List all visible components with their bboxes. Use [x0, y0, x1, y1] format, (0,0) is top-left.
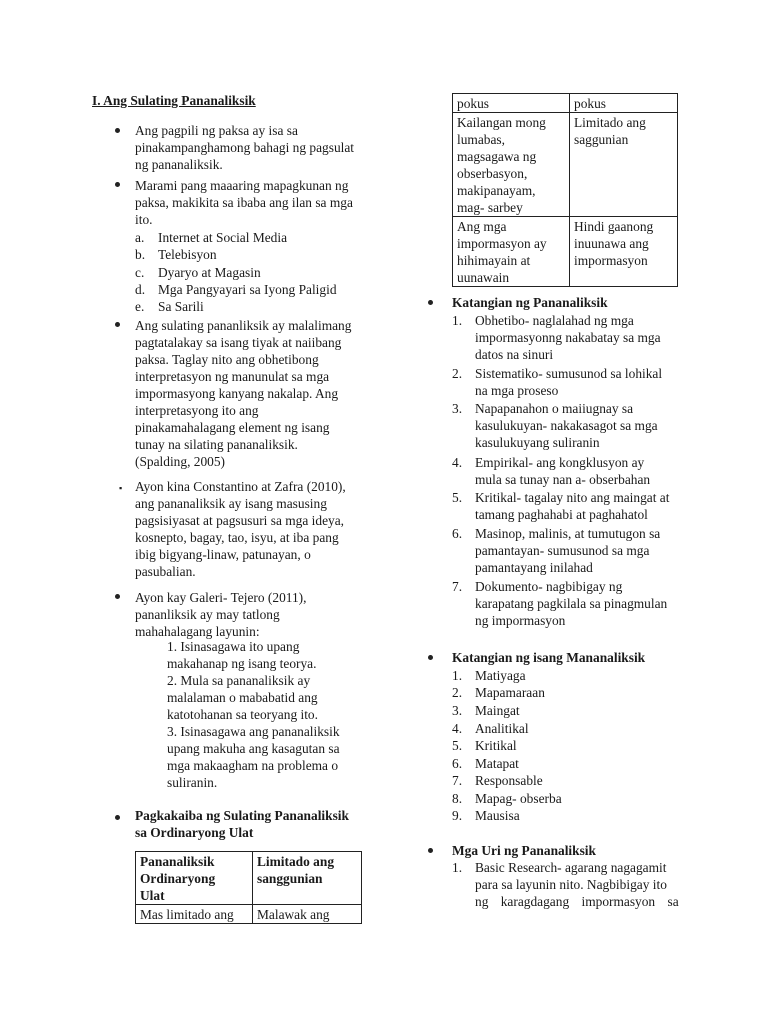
text-line: pananliksik ay may tatlong: [135, 607, 280, 622]
text-line: impormasyong kanyang nakalap. Ang: [135, 386, 339, 401]
text-line: para sa layunin nito. Nagbibigay ito: [475, 877, 667, 892]
table-cell: [453, 94, 570, 113]
text-line: datos na sinuri: [475, 347, 554, 362]
cell-line: impormasyon: [574, 253, 648, 268]
list-marker: a.: [135, 230, 145, 245]
list-item: [475, 525, 660, 576]
cell-line: obserbasyon,: [457, 166, 528, 181]
table-cell: [453, 217, 570, 287]
text-line: karapatang pagkilala sa pinagmulan: [475, 596, 668, 611]
text-line: mga makaagham na problema o: [167, 758, 339, 773]
cell-line: makipanayam,: [457, 183, 536, 198]
list-number: 1.: [452, 668, 463, 683]
table-header-cell: [253, 852, 362, 905]
cell-line: Pananaliksik: [140, 854, 215, 869]
text-line: pagtatalakay sa isang tiyak at naiibang: [135, 335, 342, 350]
list-item: [475, 454, 650, 488]
cell-line: Limitado ang: [257, 854, 335, 869]
text-line: malalaman o mababatid ang: [167, 690, 318, 705]
text-line: Napapanahon o maiiugnay sa: [475, 401, 634, 416]
list-item: [475, 365, 662, 399]
text-line: ibig bigyang-linaw, patunayan, o: [135, 547, 311, 562]
text-line: (Spalding, 2005): [135, 454, 226, 469]
text-line: tamang paghahabi at paghahatol: [475, 507, 648, 522]
text-line: impormasyonng nakabatay sa mga: [475, 330, 661, 345]
cell-line: lumabas,: [457, 132, 505, 147]
table-cell: [570, 113, 678, 217]
list-number: 4.: [452, 721, 463, 736]
text-line: Kritikal- tagalay nito ang maingat at: [475, 490, 670, 505]
table-row: [453, 94, 678, 113]
table-cell: [570, 94, 678, 113]
text-line: na mga proseso: [475, 383, 559, 398]
text-line: upang makuha ang kasagutan sa: [167, 741, 340, 756]
list-item-text: Telebisyon: [158, 247, 217, 262]
list-number: 8.: [452, 791, 463, 806]
bullet-dot: [115, 322, 120, 327]
text-line: pinakampanghamong bahagi ng pagsulat: [135, 140, 355, 155]
list-item: Responsable: [475, 773, 543, 788]
bullet-dot: [428, 848, 433, 853]
text-line: mahahalagang layunin:: [135, 624, 260, 639]
text-line: 1. Isinasagawa ito upang: [167, 639, 300, 654]
text-line: kasulukuyan- nakakasagot sa mga: [475, 418, 658, 433]
list-number: 5.: [452, 490, 463, 505]
text-line: tunay na silating pananaliksik.: [135, 437, 298, 452]
text-line: pamantayan- sumusunod sa mga: [475, 543, 650, 558]
list-number: 7.: [452, 579, 463, 594]
list-item: [135, 229, 144, 246]
cell-line: Ang mga: [457, 219, 507, 234]
text-line: Obhetibo- naglalahad ng mga: [475, 313, 634, 328]
list-marker: c.: [135, 265, 145, 280]
list-item-text: Dyaryo at Magasin: [158, 265, 261, 280]
cell-line: hihimayain at: [457, 253, 531, 268]
cell-line: magsagawa ng: [457, 149, 537, 164]
bullet-dot: [428, 300, 433, 305]
cell-line: sanggunian: [257, 871, 323, 886]
list-number: 5.: [452, 738, 463, 753]
list-number: 4.: [452, 455, 463, 470]
text-line: katotohanan sa teoryang ito.: [167, 707, 318, 722]
text-line: pamantayang inilahad: [475, 560, 593, 575]
text-line: kasulukuyang suliranin: [475, 435, 600, 450]
bullet-dot: [115, 182, 120, 187]
cell-line: saggunian: [574, 132, 629, 147]
list-item: Mapag- obserba: [475, 791, 562, 806]
list-item: [475, 489, 669, 523]
heading-line: sa Ordinaryong Ulat: [135, 825, 254, 840]
bullet-dot: [428, 655, 433, 660]
cell-line: inuunawa ang: [574, 236, 649, 251]
list-item-text: Internet at Social Media: [158, 230, 288, 245]
cell-line: Hindi gaanong: [574, 219, 654, 234]
table-header-cell: [136, 852, 253, 905]
list-item-text: Sa Sarili: [158, 299, 204, 314]
mananaliksik-heading: Katangian ng isang Mananaliksik: [452, 650, 646, 665]
table-row: [453, 217, 678, 287]
list-item: Matapat: [475, 756, 519, 771]
text-line: ng pananaliksik.: [135, 157, 223, 172]
text-line: paksa, makikita sa ibaba ang ilan sa mga: [135, 195, 353, 210]
text-line: Ang sulating pananliksik ay malalimang: [135, 318, 352, 333]
cell-line: Kailangan mong: [457, 115, 546, 130]
list-number: 1.: [452, 860, 463, 875]
text-line: suliranin.: [167, 775, 218, 790]
list-number: 6.: [452, 756, 463, 771]
cell-line: pokus: [574, 96, 606, 111]
heading-line: Pagkakaiba ng Sulating Pananaliksik: [135, 808, 349, 823]
bullet-dot: [115, 815, 120, 820]
cell-line: mag- sarbey: [457, 200, 523, 215]
text-line: Marami pang maaaring mapagkunan ng: [135, 178, 349, 193]
text-line: Sistematiko- sumusunod sa lohikal: [475, 366, 663, 381]
table-row: [453, 113, 678, 217]
list-item: Mapamaraan: [475, 685, 545, 700]
text-line: ito.: [135, 212, 153, 227]
small-bullet: ▪: [119, 483, 123, 493]
list-item: Mausisa: [475, 808, 520, 823]
list-marker: e.: [135, 299, 145, 314]
text-line: 3. Isinasagawa ang pananaliksik: [167, 724, 340, 739]
list-item: Kritikal: [475, 738, 517, 753]
text-line: ng impormasyon: [475, 613, 566, 628]
text-line: Empirikal- ang kongklusyon ay: [475, 455, 645, 470]
section-title: I. Ang Sulating Pananaliksik: [92, 93, 256, 108]
text-line: Ang pagpili ng paksa ay isa sa: [135, 123, 298, 138]
text-line: paksa. Taglay nito ang obhetibong: [135, 352, 319, 367]
list-item: [135, 298, 144, 315]
text-line: ng karagdagang impormasyon sa: [475, 894, 679, 909]
comparison-table-right: [452, 93, 678, 287]
cell-line: uunawain: [457, 270, 510, 285]
list-number: 9.: [452, 808, 463, 823]
cell-line: pokus: [457, 96, 489, 111]
list-item: [135, 264, 144, 281]
list-marker: b.: [135, 247, 146, 262]
text-line: Dokumento- nagbibigay ng: [475, 579, 623, 594]
cell-line: Limitado ang: [574, 115, 646, 130]
katangian-heading: Katangian ng Pananaliksik: [452, 295, 608, 310]
text-line: Ayon kay Galeri- Tejero (2011),: [135, 590, 307, 605]
comparison-table-left: [135, 851, 362, 924]
text-line: kosnepto, bagay, tao, isyu, at iba pang: [135, 530, 339, 545]
list-item: [475, 312, 661, 363]
list-item: Matiyaga: [475, 668, 526, 683]
table-cell: [570, 217, 678, 287]
text-line: interpretasyon ng manunulat sa mga: [135, 369, 330, 384]
list-item: [135, 246, 145, 263]
text-line: makahanap ng isang teorya.: [167, 656, 317, 671]
table-cell: Malawak ang: [253, 905, 362, 924]
table-cell: [453, 113, 570, 217]
list-item: Analitikal: [475, 721, 529, 736]
bullet-dot: [115, 594, 120, 599]
bullet-dot: [115, 128, 120, 133]
cell-line: Ulat: [140, 888, 165, 903]
list-item: [475, 859, 680, 910]
list-item: Maingat: [475, 703, 520, 718]
list-item: [475, 400, 658, 451]
list-number: 3.: [452, 401, 463, 416]
table-cell: Mas limitado ang: [136, 905, 253, 924]
text-line: Masinop, malinis, at tumutugon sa: [475, 526, 661, 541]
text-line: mula sa tunay nan a- obserbahan: [475, 472, 651, 487]
list-number: 3.: [452, 703, 463, 718]
text-line: interpretasyong ito ang: [135, 403, 259, 418]
text-line: pasubalian.: [135, 564, 196, 579]
text-line: 2. Mula sa pananaliksik ay: [167, 673, 311, 688]
text-line: Ayon kina Constantino at Zafra (2010),: [135, 479, 346, 494]
list-number: 2.: [452, 685, 463, 700]
cell-line: Ordinaryong: [140, 871, 216, 886]
cell-line: impormasyon ay: [457, 236, 547, 251]
list-item-text: Mga Pangyayari sa Iyong Paligid: [158, 282, 337, 297]
text-line: pinakamahalagang element ng isang: [135, 420, 330, 435]
list-number: 7.: [452, 773, 463, 788]
list-marker: d.: [135, 282, 146, 297]
text-line: Basic Research- agarang nagagamit: [475, 860, 667, 875]
text-line: pagsisiyasat at pagsusuri sa mga ideya,: [135, 513, 344, 528]
list-number: 1.: [452, 313, 463, 328]
list-number: 6.: [452, 526, 463, 541]
text-line: ang pananaliksik ay isang masusing: [135, 496, 327, 511]
uri-heading: Mga Uri ng Pananaliksik: [452, 843, 596, 858]
list-number: 2.: [452, 366, 463, 381]
list-item: [135, 281, 145, 298]
list-item: [475, 578, 667, 629]
